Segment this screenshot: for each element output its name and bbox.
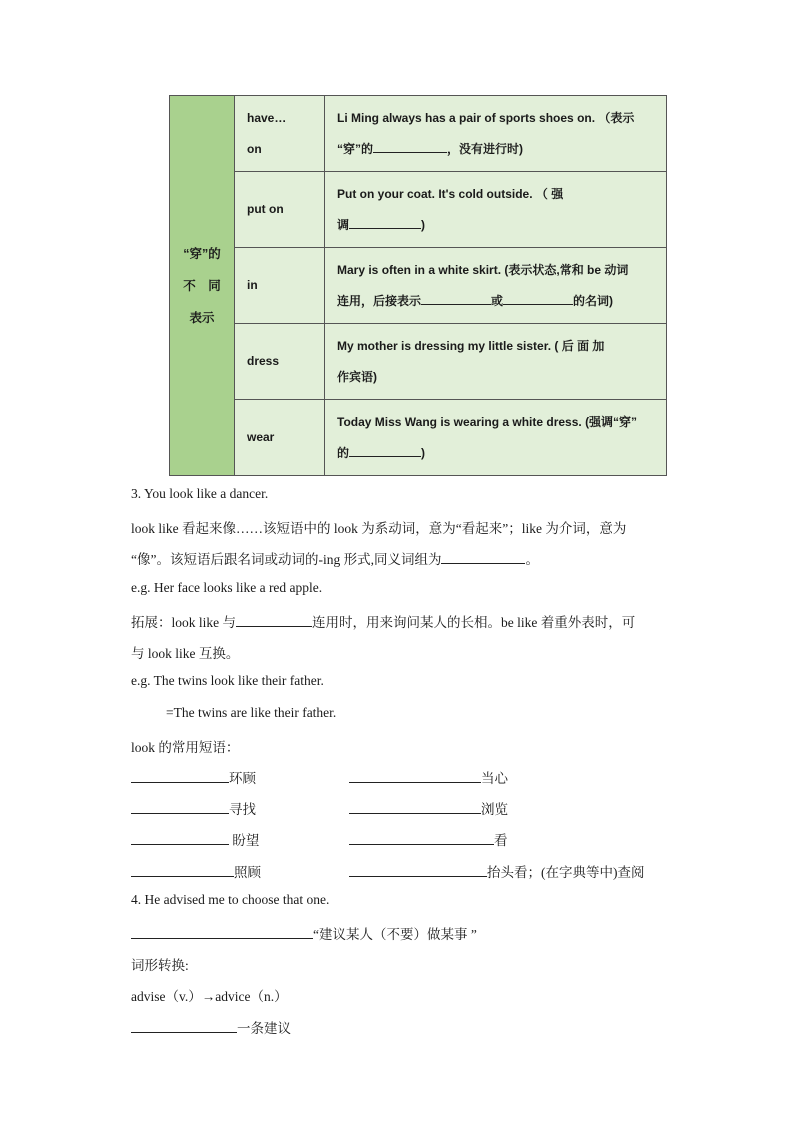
example-cell: [325, 172, 667, 248]
answer-blank[interactable]: [349, 800, 481, 815]
phrase-item: 浏览: [349, 798, 508, 818]
paragraph-line: 与 look like 互换。: [131, 646, 240, 661]
phrase-item: 寻找: [131, 798, 256, 818]
phrases-title: look 的常用短语：: [131, 740, 240, 755]
example-text: “穿”的 ，没有进行时): [337, 141, 524, 156]
phrase-item: 照顾: [131, 861, 261, 881]
example-text: 的 ): [337, 445, 426, 460]
answer-blank[interactable]: [349, 831, 494, 846]
paragraph-line: look like 看起来像……该短语中的 look 为系动词，意为“看起来”；like 为介词，意为: [131, 521, 627, 536]
phrase-item: 看: [349, 829, 508, 849]
example-cell: [325, 96, 667, 172]
answer-blank[interactable]: [131, 831, 229, 846]
example-sentence: =The twins are like their father.: [166, 705, 337, 720]
header-line: “穿”的: [183, 246, 221, 261]
phrase-text: in: [247, 278, 258, 292]
paragraph-line: “建议某人（不要）做某事 ”: [131, 923, 477, 943]
phrase-item: 当心: [349, 767, 508, 787]
answer-blank[interactable]: [503, 292, 573, 305]
wear-expressions-table: [169, 95, 667, 476]
answer-blank[interactable]: [441, 550, 525, 565]
example-cell: [325, 324, 667, 400]
section-4-title: 4. He advised me to choose that one.: [131, 892, 330, 907]
example-sentence: e.g. The twins look like their father.: [131, 673, 324, 688]
phrase-cell: [235, 248, 325, 324]
example-text: My mother is dressing my little sister. ( 后 面 加: [337, 338, 605, 353]
answer-blank[interactable]: [131, 863, 234, 878]
paragraph-line: 拓展：look like 与 连用时，用来询问某人的长相。be like 着重外表时，可: [131, 611, 635, 631]
example-sentence: e.g. Her face looks like a red apple.: [131, 580, 323, 595]
answer-blank[interactable]: [373, 140, 447, 153]
answer-blank[interactable]: [349, 769, 481, 784]
phrase-cell: [235, 400, 325, 476]
answer-blank[interactable]: [131, 925, 313, 940]
section-3-title: 3. You look like a dancer.: [131, 486, 269, 501]
answer-blank[interactable]: [131, 769, 229, 784]
example-cell: [325, 248, 667, 324]
phrase-text: have…: [247, 110, 287, 125]
phrase-cell: [235, 172, 325, 248]
table-header-cell: [170, 96, 235, 476]
example-text: Put on your coat. It's cold outside. （ 强: [337, 186, 564, 201]
answer-blank[interactable]: [131, 800, 229, 815]
phrase-cell: [235, 96, 325, 172]
phrase-item: 盼望: [131, 829, 259, 849]
answer-blank[interactable]: [349, 216, 421, 229]
example-text: 调 ): [337, 217, 426, 232]
header-line: 不 同: [183, 278, 221, 293]
example-text: Mary is often in a white skirt. (表示状态,常和 be 动词: [337, 262, 629, 277]
example-text: Li Ming always has a pair of sports shoes on. （表示: [337, 110, 635, 125]
example-text: 作宾语): [337, 369, 377, 384]
example-text: 连用，后接表示 或 的名词): [337, 293, 614, 308]
example-text: Today Miss Wang is wearing a white dress. (强调“穿”: [337, 414, 638, 429]
phrase-item: 环顾: [131, 767, 256, 787]
answer-blank[interactable]: [236, 613, 312, 628]
answer-blank[interactable]: [349, 863, 487, 878]
answer-blank[interactable]: [131, 1019, 237, 1034]
paragraph-line: “像”。该短语后跟名词或动词的-ing 形式,同义词组为 。: [131, 548, 539, 568]
paragraph-line: 词形转换:: [131, 958, 189, 973]
header-line: 表示: [189, 310, 215, 325]
phrase-text: dress: [247, 354, 280, 368]
paragraph-line: advise（v.）→advice（n.）: [131, 989, 288, 1004]
phrase-cell: [235, 324, 325, 400]
phrase-item: 抬头看；(在字典等中)查阅: [349, 861, 645, 881]
phrase-text: on: [247, 141, 262, 156]
example-cell: [325, 400, 667, 476]
phrase-text: put on: [247, 202, 284, 216]
answer-blank[interactable]: [421, 292, 491, 305]
paragraph-line: 一条建议: [131, 1017, 291, 1037]
phrase-text: wear: [247, 430, 275, 444]
answer-blank[interactable]: [349, 444, 421, 457]
